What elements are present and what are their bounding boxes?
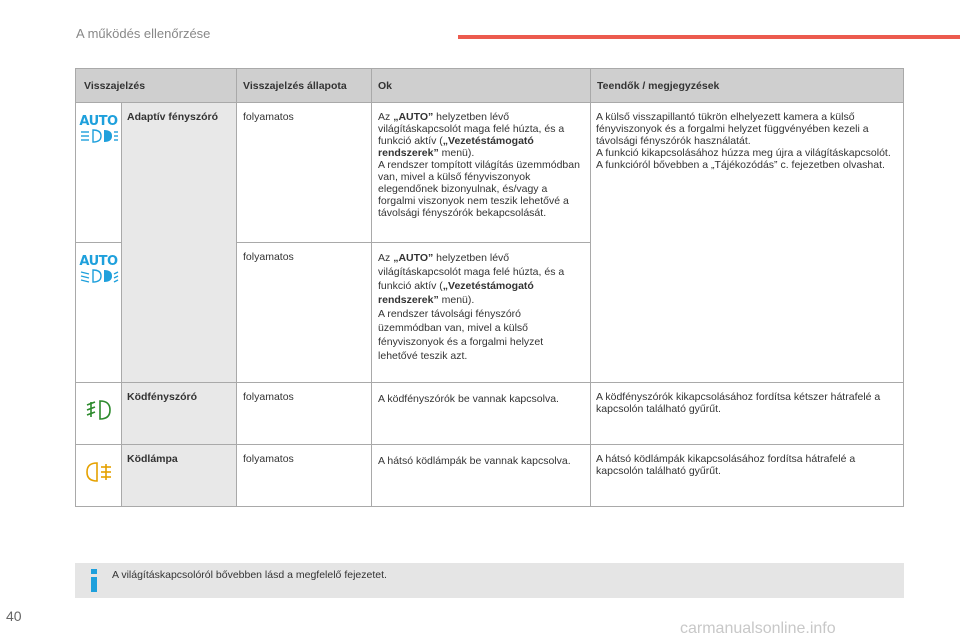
low-beam-symbol	[79, 269, 119, 283]
header-state: Visszajelzés állapota	[237, 69, 372, 103]
watermark: carmanualsonline.info	[680, 620, 836, 637]
indicator-cause: Az „AUTO” helyzetben lévő világításkapcsolót maga felé húzta, és a funkció aktív („Vezetéstámogató rendszerek” menü). A rendszer távolsági fényszóró üzemmódban van, mivel a külső fényviszonyok és a forgalmi helyzet lehetővé teszik azt.	[372, 243, 591, 383]
icon-cell	[76, 243, 122, 383]
auto-high-beam-icon: AUTO	[77, 115, 121, 146]
indicator-notes: A ködfényszórók kikapcsolásához fordítsa kétszer hátrafelé a kapcsolón található gyűrűt.	[591, 383, 904, 445]
table-header-row	[76, 69, 904, 103]
indicator-name: Ködfényszóró	[122, 383, 237, 445]
table-row	[76, 445, 904, 507]
warning-lights-table	[75, 68, 904, 507]
icon-cell	[76, 445, 122, 507]
header-indicator: Visszajelzés	[76, 69, 237, 103]
indicator-cause: A hátsó ködlámpák be vannak kapcsolva.	[372, 445, 591, 507]
indicator-cause: Az „AUTO” helyzetben lévő világításkapcsolót maga felé húzta, és a funkció aktív („Vezetéstámogató rendszerek” menü). A rendszer tompított világítás üzemmódban van, mivel a külső fényviszonyok elegendőnek bizonyulnak, és/vagy a forgalmi viszonyok nem teszik lehetővé a távolsági fényszórók bekapcsolását.	[372, 103, 591, 243]
table-row	[76, 383, 904, 445]
page-number: 40	[6, 608, 22, 624]
indicator-notes: A hátsó ködlámpák kikapcsolásához fordítsa hátrafelé a kapcsolón található gyűrűt.	[591, 445, 904, 507]
indicator-notes: A külső visszapillantó tükrön elhelyezett kamera a külső fényviszonyok és a forgalmi helyzet függvényében kezeli a távolsági fényszórók használatát. A funkció kikapcsolásához húzza meg újra a világításkapcsolót. A funkcióról bővebben a „Tájékozódás” c. fejezetben olvashat.	[591, 103, 904, 383]
info-text: A világításkapcsolóról bővebben lásd a megfelelő fejezetet.	[112, 569, 387, 581]
info-box	[75, 563, 904, 598]
indicator-state: folyamatos	[237, 103, 372, 243]
indicator-cause: A ködfényszórók be vannak kapcsolva.	[372, 383, 591, 445]
indicator-state: folyamatos	[237, 243, 372, 383]
table-row	[76, 103, 904, 243]
page-header-title: A működés ellenőrzése	[76, 26, 211, 41]
indicator-state: folyamatos	[237, 383, 372, 445]
icon-cell	[76, 103, 122, 243]
auto-low-beam-icon: AUTO	[77, 255, 121, 286]
rear-fog-light-icon	[85, 461, 113, 483]
high-beam-symbol	[79, 129, 119, 143]
front-fog-light-icon	[86, 399, 112, 421]
indicator-name: Adaptív fényszóró	[122, 103, 237, 383]
header-cause: Ok	[372, 69, 591, 103]
header-notes: Teendők / megjegyzések	[591, 69, 904, 103]
indicator-name: Ködlámpa	[122, 445, 237, 507]
info-icon	[88, 567, 100, 593]
indicator-state: folyamatos	[237, 445, 372, 507]
header-accent-bar	[458, 35, 960, 39]
icon-cell	[76, 383, 122, 445]
